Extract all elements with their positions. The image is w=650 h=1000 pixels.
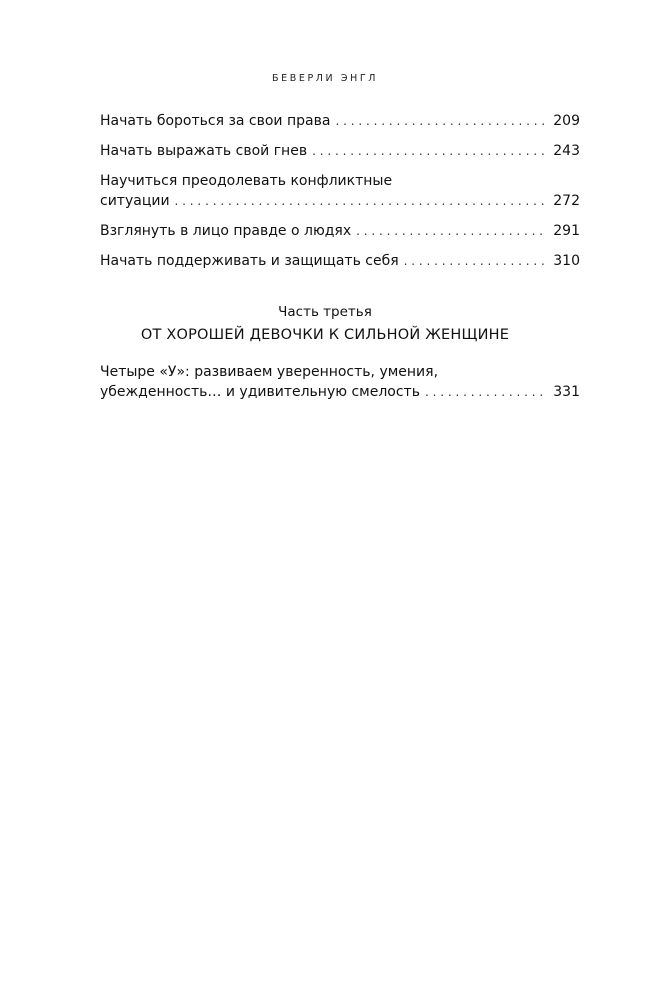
dot-leader (356, 221, 545, 241)
toc-entry-title-line1: Четыре «У»: развиваем уверенность, умения, (100, 364, 439, 380)
dot-leader (312, 141, 545, 161)
toc-entry-title: Начать бороться за свои права (100, 113, 331, 129)
dot-leader (425, 382, 545, 402)
running-header: БЕВЕРЛИ ЭНГЛ (272, 73, 378, 84)
table-of-contents (100, 111, 580, 281)
toc-entry-page: 243 (553, 143, 580, 159)
toc-entry-title: Взглянуть в лицо правде о людях (100, 223, 352, 239)
part-label: Часть третья (278, 304, 372, 320)
toc-entry-title: ситуации (100, 193, 170, 209)
toc-entry-title: Начать поддерживать и защищать себя (100, 253, 399, 269)
part-title: ОТ ХОРОШЕЙ ДЕВОЧКИ К СИЛЬНОЙ ЖЕНЩИНЕ (140, 327, 510, 343)
toc-entry-page: 291 (553, 223, 580, 239)
toc-entry (100, 111, 580, 131)
toc-entry-page: 209 (553, 113, 580, 129)
toc-entry-title-line1: Научиться преодолевать конфликтные (100, 173, 393, 189)
toc-entry-title: убежденность… и удивительную смелость (100, 384, 420, 400)
dot-leader (175, 191, 546, 211)
toc-entry-title: Начать выражать свой гнев (100, 143, 308, 159)
toc-entry (100, 251, 580, 271)
toc-entry-page: 272 (553, 193, 580, 209)
toc-entry (100, 362, 580, 402)
toc-entry-page: 331 (553, 384, 580, 400)
dot-leader (335, 111, 545, 131)
table-of-contents-part-three (100, 362, 580, 412)
toc-entry (100, 221, 580, 241)
toc-entry-page: 310 (553, 253, 580, 269)
part-heading (0, 302, 650, 346)
toc-entry (100, 141, 580, 161)
toc-entry (100, 171, 580, 211)
dot-leader (404, 251, 546, 271)
